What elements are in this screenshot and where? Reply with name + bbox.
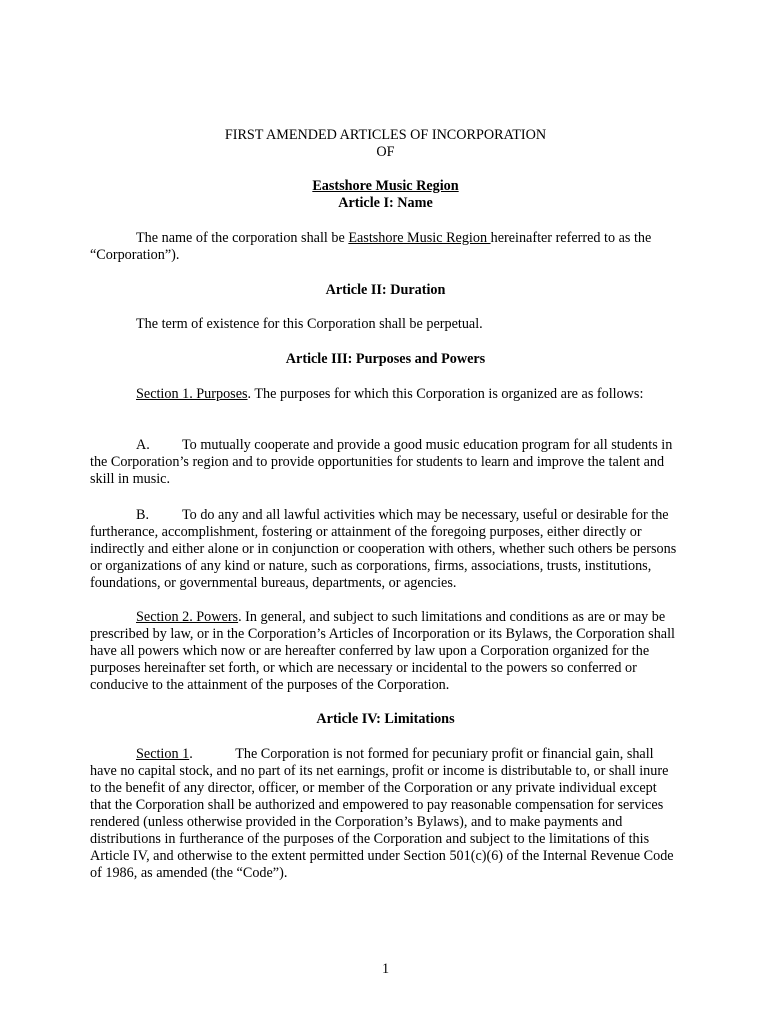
section-1-purposes-text: . The purposes for which this Corporation is organized are as follows: (247, 386, 644, 402)
article-2-text: The term of existence for this Corporation shall be perpetual. (136, 316, 483, 332)
section-1-limitations-label: Section 1 (136, 746, 190, 762)
article-4-section-1 (90, 746, 681, 882)
document-page (90, 0, 681, 1024)
section-1-limitations-period: . (189, 746, 193, 762)
item-a-label: A. (136, 437, 150, 453)
title-line-1: FIRST AMENDED ARTICLES OF INCORPORATION (224, 127, 547, 143)
article-4-heading: Article IV: Limitations (316, 711, 455, 727)
item-b-text: To do any and all lawful activities which may be necessary, useful or desirable for the furtherance, accomplishment, fostering or attainment of the foregoing purposes, either directly or indirectly and either alone or in conjunction or cooperation with others, whether such others be persons or organizations of any kind or nature, such as corporations, firms, associations, trusts, institutions, foundations, or governmental bureaus, departments, or agencies. (90, 507, 677, 591)
article-3-section-1 (90, 386, 681, 403)
title-line-2: OF (376, 144, 395, 160)
purpose-item-b (90, 507, 681, 592)
page-number: 1 (381, 961, 390, 977)
article-3-section-2 (90, 609, 681, 694)
section-2-powers-label: Section 2. Powers (136, 609, 239, 625)
article-1-heading: Article I: Name (338, 195, 433, 211)
section-2-powers-text: . In general, and subject to such limitations and conditions as are or may be prescribed by law, or in the Corporation’s Articles of Incorporation or its Bylaws, the Corporation shall have all powers which now or are hereafter conferred by law upon a Corporation organized for the purposes hereinafter set forth, or which are necessary or incidental to the powers so conferred or conducive to the attainment of the purposes of the Corporation. (90, 609, 675, 693)
item-a-text: To mutually cooperate and provide a good music education program for all students in the Corporation’s region and to provide opportunities for students to learn and improve the talent and skill in music. (90, 437, 673, 487)
article-1-paragraph (90, 230, 681, 264)
article-1-text-before: The name of the corporation shall be (136, 230, 349, 246)
purpose-item-a (90, 437, 681, 488)
article-1-corporation-name: Eastshore Music Region (348, 230, 491, 246)
article-1-text-after: hereinafter referred to as the “Corporation”). (90, 230, 652, 263)
section-1-limitations-text: The Corporation is not formed for pecuniary profit or financial gain, shall have no capital stock, and no part of its net earnings, profit or income is distributable to, or shall inure to the benefit of any director, officer, or member of the Corporation or any private individual except that the Corporation shall be authorized and empowered to pay reasonable compensation for services rendered (unless otherwise provided in the Corporation’s Bylaws), and to make payments and distributions in furtherance of the purposes of the Corporation and subject to the limitations of this Article IV, and otherwise to the extent permitted under Section 501(c)(6) of the Internal Revenue Code of 1986, as amended (the “Code”). (90, 746, 674, 881)
organization-name: Eastshore Music Region (312, 178, 459, 194)
article-3-heading: Article III: Purposes and Powers (285, 351, 486, 367)
article-2-paragraph (90, 316, 681, 333)
article-2-heading: Article II: Duration (325, 282, 446, 298)
section-1-purposes-label: Section 1. Purposes (136, 386, 248, 402)
item-b-label: B. (136, 507, 150, 523)
